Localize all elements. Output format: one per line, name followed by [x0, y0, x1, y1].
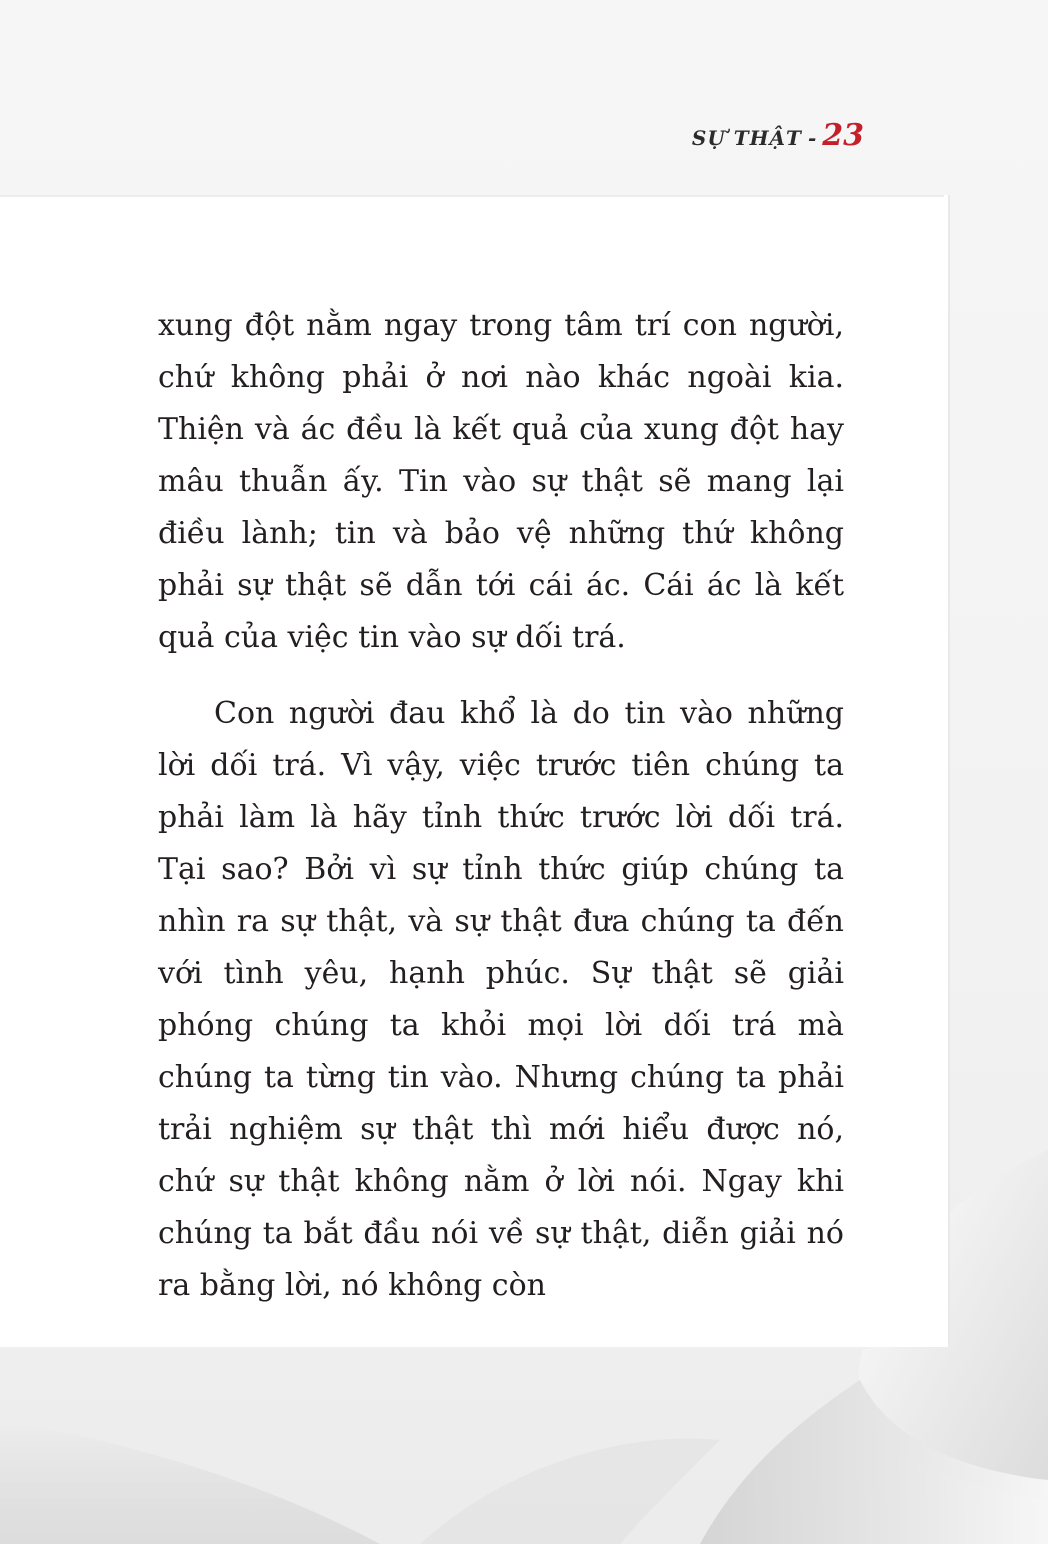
header-separator: -	[807, 126, 817, 150]
paragraph: Con người đau khổ là do tin vào những lời dối trá. Vì vậy, việc trước tiên chúng ta phải làm là hãy tỉnh thức trước lời dối trá. Tại sao? Bởi vì sự tỉnh thức giúp chúng ta nhìn ra sự thật, và sự thật đưa chúng ta đến với tình yêu, hạnh phúc. Sự thật sẽ giải phóng chúng ta khỏi mọi lời dối trá mà chúng ta từng tin vào. Nhưng chúng ta phải trải nghiệm sự thật thì mới hiểu được nó, chứ sự thật không nằm ở lời nói. Ngay khi chúng ta bắt đầu nói về sự thật, diễn giải nó ra bằng lời, nó không còn	[158, 696, 844, 1303]
panel-top-edge	[0, 195, 944, 197]
body-text	[158, 300, 844, 1312]
running-title: SỰ THẬT	[691, 126, 802, 150]
panel-bottom-edge	[0, 1347, 870, 1349]
paragraph: xung đột nằm ngay trong tâm trí con người, chứ không phải ở nơi nào khác ngoài kia. Thiện và ác đều là kết quả của xung đột hay mâu thuẫn ấy. Tin vào sự thật sẽ mang lại điều lành; tin và bảo vệ những thứ không phải sự thật sẽ dẫn tới cái ác. Cái ác là kết quả của việc tin vào sự dối trá.	[158, 308, 844, 655]
running-header	[692, 118, 864, 162]
page-number: 23	[822, 118, 864, 153]
